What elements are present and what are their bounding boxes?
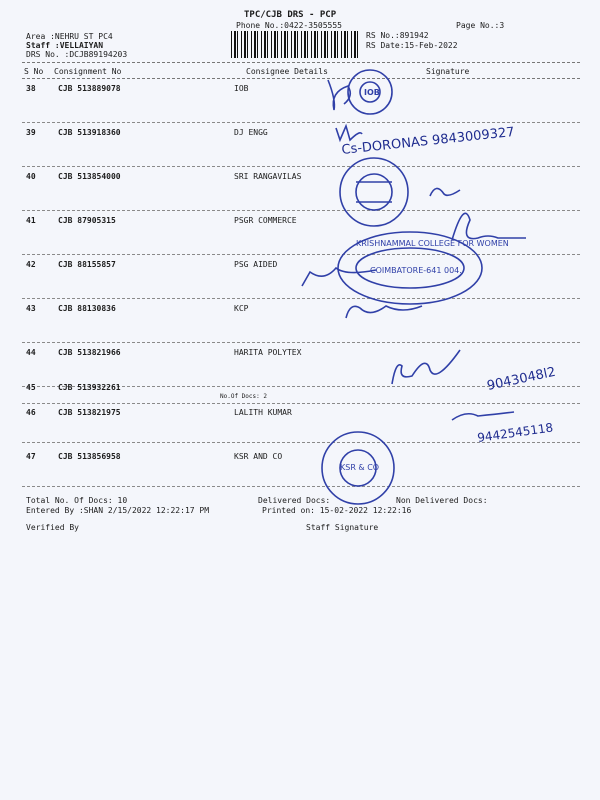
row-sno: 41 — [26, 216, 36, 225]
row-consignee: HARITA POLYTEX — [234, 348, 302, 357]
delivered-docs: Delivered Docs: — [258, 496, 331, 505]
row-consignee: DJ ENGG — [234, 128, 268, 137]
column-signature: Signature — [426, 67, 470, 76]
drs-number: DRS No. :DCJB89194203 — [26, 50, 128, 59]
page-number: Page No.:3 — [456, 21, 505, 30]
row-consignee: PSGR COMMERCE — [234, 216, 297, 225]
row-consignment: CJB 513856958 — [58, 452, 121, 461]
row-sno: 42 — [26, 260, 36, 269]
row-consignee: KSR AND CO — [234, 452, 283, 461]
college-stamp-text: KRISHNAMMAL COLLEGE FOR WOMEN — [356, 239, 509, 248]
row-sno: 38 — [26, 84, 36, 93]
column-sno: S No — [24, 67, 44, 76]
area-label: Area :NEHRU ST PC4 — [26, 32, 113, 41]
college-stamp-city: COIMBATORE-641 004. — [370, 266, 462, 275]
signature-row41 — [452, 213, 526, 240]
signature-row38 — [328, 80, 350, 110]
signature-row40 — [430, 188, 460, 196]
row-consignee: LALITH KUMAR — [234, 408, 292, 417]
row-consignee: SRI RANGAVILAS — [234, 172, 302, 181]
row46-handwritten-phone: 9442545118 — [476, 420, 555, 445]
total-docs: Total No. Of Docs: 10 — [26, 496, 128, 505]
row-sno: 44 — [26, 348, 36, 357]
rangavilas-stamp — [340, 158, 408, 226]
signature-row43 — [346, 306, 422, 318]
row-note: No.Of Docs: 2 — [220, 393, 267, 400]
entered-by: Entered By :SHAN 2/15/2022 12:22:17 PM — [26, 506, 210, 515]
signature-row46 — [452, 412, 514, 420]
row-sno: 43 — [26, 304, 36, 313]
row39-handwritten-phone: Cs-DORONAS 9843009327 — [340, 124, 516, 158]
signature-row42 — [302, 268, 376, 286]
rs-date: RS Date:15-Feb-2022 — [366, 41, 458, 50]
row-sno: 46 — [26, 408, 36, 417]
college-stamp — [338, 232, 509, 304]
row-consignee: KCP — [234, 304, 249, 313]
iob-stamp — [348, 70, 392, 114]
signature-row44 — [392, 350, 460, 384]
row-consignment: CJB 513918360 — [58, 128, 121, 137]
row-consignment: CJB 88130836 — [58, 304, 116, 313]
document-title: TPC/CJB DRS - PCP — [244, 10, 337, 20]
row-consignee: PSG AIDED — [234, 260, 278, 269]
row-consignment: CJB 513932261 — [58, 383, 121, 392]
column-consignment: Consignment No — [54, 67, 122, 76]
rs-number: RS No.:891942 — [366, 31, 429, 40]
row-consignment: CJB 513889078 — [58, 84, 121, 93]
phone-number: Phone No.:0422-3505555 — [236, 21, 342, 30]
column-consignee: Consignee Details — [246, 67, 328, 76]
row-consignment: CJB 513821975 — [58, 408, 121, 417]
row-consignee: IOB — [234, 84, 249, 93]
row-consignment: CJB 88155857 — [58, 260, 116, 269]
row-consignment: CJB 513821966 — [58, 348, 121, 357]
printed-on: Printed on: 15-02-2022 12:22:16 — [262, 506, 412, 515]
row-sno: 47 — [26, 452, 36, 461]
row-sno: 39 — [26, 128, 36, 137]
signature-row39 — [336, 126, 362, 140]
non-delivered-docs: Non Delivered Docs: — [396, 496, 488, 505]
iob-stamp-text: IOB — [364, 88, 380, 97]
verified-by: Verified By — [26, 523, 79, 532]
staff-signature: Staff Signature — [306, 523, 379, 532]
row45-handwritten-phone: 9043048l2 — [485, 364, 558, 394]
ksr-stamp-text: KSR & CO — [340, 463, 380, 472]
ksr-stamp — [322, 432, 394, 504]
row-sno: 40 — [26, 172, 36, 181]
staff-label: Staff :VELLAIYAN — [26, 41, 104, 50]
row-consignment: CJB 513854000 — [58, 172, 121, 181]
row-sno: 45 — [26, 383, 36, 392]
row-consignment: CJB 87905315 — [58, 216, 116, 225]
